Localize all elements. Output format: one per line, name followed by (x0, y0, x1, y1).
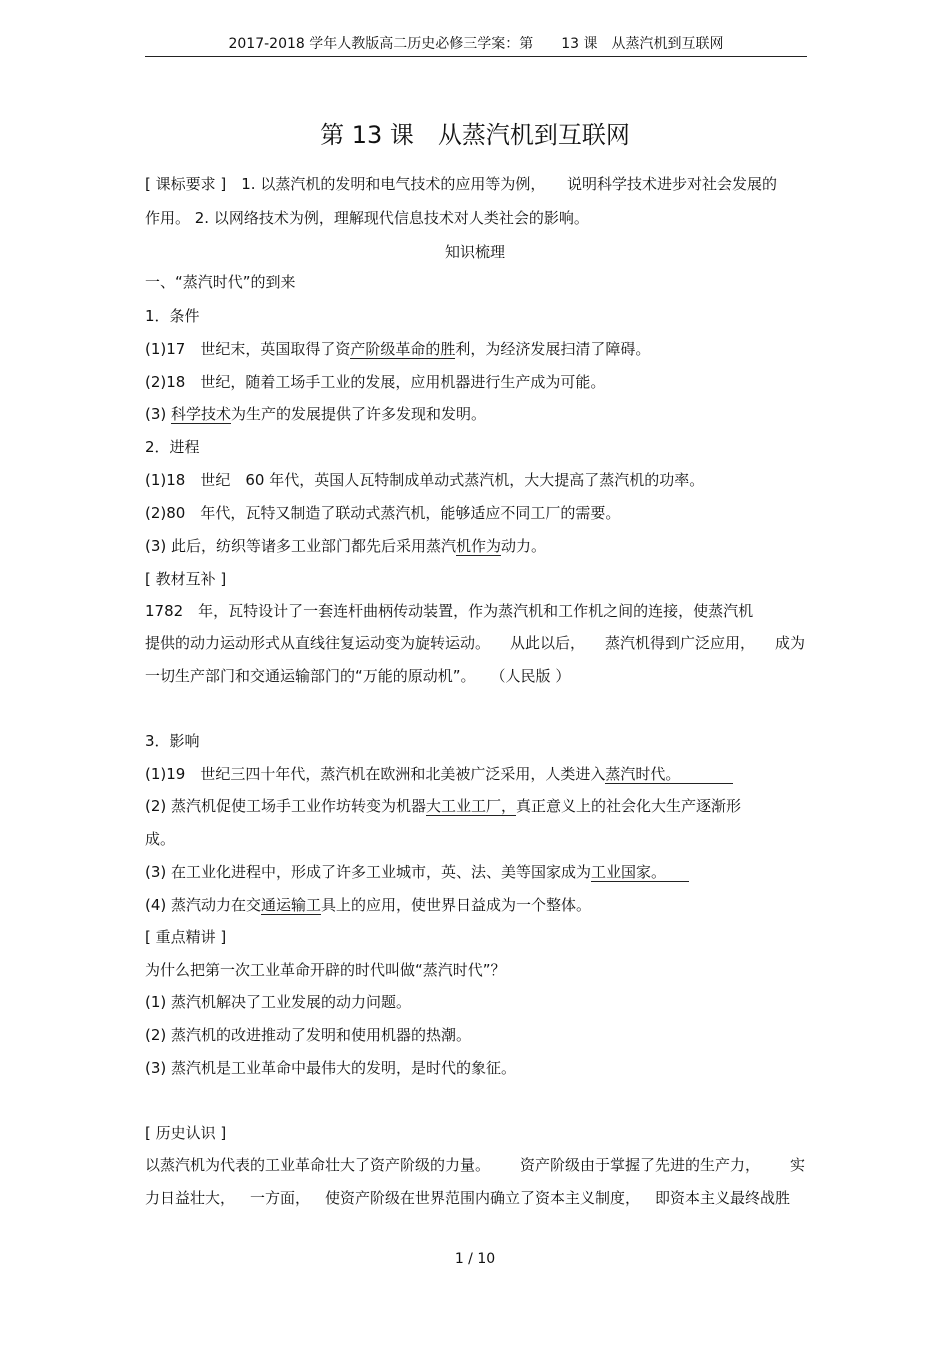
answer-underline: 蒸汽时代。 (605, 765, 733, 783)
key-question: 为什么把第一次工业革命开辟的时代叫做“蒸汽时代”？ (145, 961, 506, 979)
history-label: [ 历史认识 ] (145, 1124, 227, 1142)
process-heading: 2．进程 (145, 438, 200, 456)
standard-line-1 (145, 174, 805, 194)
supplement-line-3: 一切生产部门和交通运输部门的“万能的原动机”。 （人民版 ） (145, 667, 571, 685)
impact-3: (3) 在工业化进程中，形成了许多工业城市，英、法、美等国家成为工业国家。 (145, 863, 689, 881)
answer-underline: 工业国家。 (591, 863, 689, 881)
impact-1: (1)19 世纪三四十年代，蒸汽机在欧洲和北美被广泛采用，人类进入蒸汽时代。 (145, 765, 733, 783)
standard-text-left: [ 课标要求 ] 1. 以蒸汽机的发明和电气技术的应用等为例， (145, 175, 546, 193)
impact-heading: 3．影响 (145, 732, 200, 750)
process-1: (1)18 世纪 60 年代，英国人瓦特制成单动式蒸汽机，大大提高了蒸汽机的功率。 (145, 471, 705, 489)
answer-underline: 产阶级革命的胜 (350, 340, 456, 358)
part1-heading: 一、“蒸汽时代”的到来 (145, 273, 296, 291)
header-text: 2017-2018 学年人教版高二历史必修三学案：第 13 课 从蒸汽机到互联网 (228, 36, 724, 52)
key-label: [ 重点精讲 ] (145, 928, 227, 946)
answer-underline: 科学技术 (171, 405, 232, 423)
history-line-1: 以蒸汽机为代表的工业革命壮大了资产阶级的力量。 资产阶级由于掌握了先进的生产力， 实 (145, 1156, 805, 1174)
process-2: (2)80 年代，瓦特又制造了联动式蒸汽机，能够适应不同工厂的需要。 (145, 504, 621, 522)
running-header (145, 34, 807, 57)
condition-3: (3) 科学技术为生产的发展提供了许多发现和发明。 (145, 405, 487, 423)
key-point-1: (1) 蒸汽机解决了工业发展的动力问题。 (145, 993, 412, 1011)
history-line-2: 力日益壮大， 一方面， 使资产阶级在世界范围内确立了资本主义制度， 即资本主义最终战胜 (145, 1189, 790, 1207)
key-point-3: (3) 蒸汽机是工业革命中最伟大的发明，是时代的象征。 (145, 1059, 517, 1077)
standard-text-right: 说明科学技术进步对社会发展的 (566, 175, 777, 193)
key-point-2: (2) 蒸汽机的改进推动了发明和使用机器的热潮。 (145, 1026, 472, 1044)
supplement-line-2: 提供的动力运动形式从直线往复运动变为旋转运动。 从此以后， 蒸汽机得到广泛应用， 成为 (145, 634, 805, 652)
standard-line-2: 作用。 2. 以网络技术为例，理解现代信息技术对人类社会的影响。 (145, 209, 589, 227)
page-number: 1 / 10 (454, 1251, 496, 1267)
condition-2: (2)18 世纪，随着工场手工业的发展，应用机器进行生产成为可能。 (145, 373, 606, 391)
process-3: (3) 此后，纺织等诸多工业部门都先后采用蒸汽机作为动力。 (145, 537, 547, 555)
condition-1: (1)17 世纪末，英国取得了资产阶级革命的胜利，为经济发展扫清了障碍。 (145, 340, 651, 358)
answer-underline: 机作为 (456, 537, 502, 555)
impact-2: (2) 蒸汽机促使工场手工业作坊转变为机器大工业工厂，真正意义上的社会化大生产逐渐形 (145, 797, 742, 815)
page-title: 第 13 课 从蒸汽机到互联网 (320, 121, 630, 149)
impact-2-continued: 成。 (145, 830, 176, 848)
answer-underline: 大工业工厂， (426, 797, 517, 815)
supplement-line-1: 1782 年，瓦特设计了一套连杆曲柄传动装置，作为蒸汽机和工作机之间的连接，使蒸汽机 (145, 602, 754, 620)
answer-underline: 通运输工 (261, 896, 322, 914)
section-heading: 知识梳理 (444, 243, 505, 261)
impact-4: (4) 蒸汽动力在交通运输工具上的应用，使世界日益成为一个整体。 (145, 896, 592, 914)
supplement-label: [ 教材互补 ] (145, 570, 227, 588)
conditions-heading: 1．条件 (145, 307, 200, 325)
